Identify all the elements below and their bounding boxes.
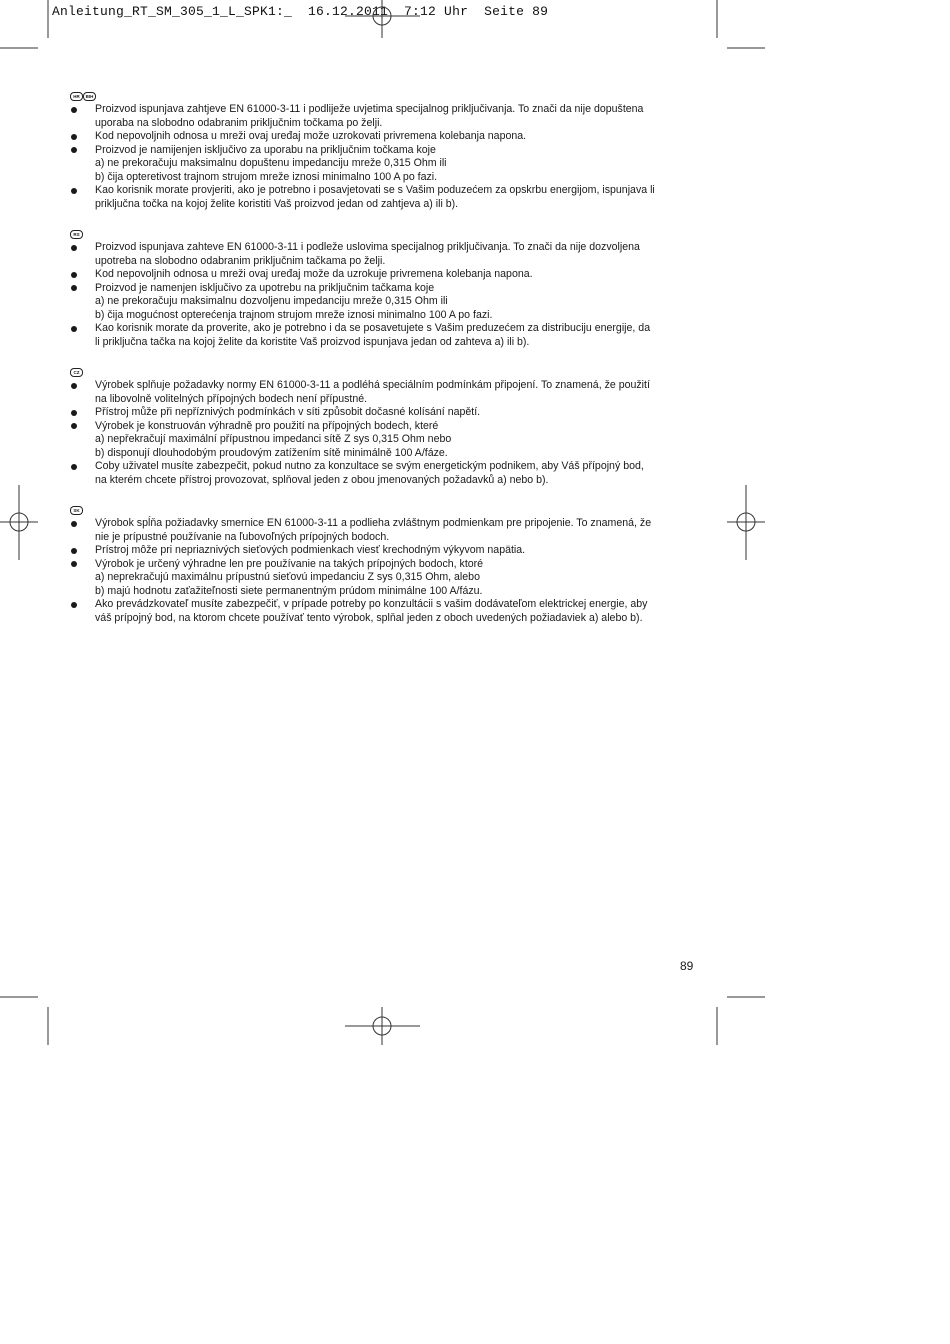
bullet-dot-icon	[71, 602, 77, 608]
bullet-text-line: a) ne prekoračuju maksimalnu dozvoljenu impedanciju mreže 0,315 Ohm ili	[95, 295, 448, 307]
bullet-dot-icon	[71, 188, 77, 194]
registration-mark-left	[0, 485, 38, 560]
country-badges	[70, 368, 700, 378]
bullet-text-line: upotreba na slobodno odabranim priključnim tačkama po želji.	[95, 254, 386, 267]
language-section	[70, 506, 700, 625]
bullet-dot-icon	[71, 107, 77, 113]
bullet-text-line: a) neprekračujú maximálnu prípustnú sieťovú impedanciu Z sys 0,315 Ohm, alebo	[95, 571, 480, 583]
country-code-badge: SK	[70, 506, 83, 515]
bullet-dot-icon	[71, 423, 77, 429]
country-code-badge: BIH	[83, 92, 96, 101]
bullet-text-line: b) disponují dlouhodobým proudovým zatížením sítě minimálně 100 A/fáze.	[95, 446, 448, 459]
bullet-dot-icon	[71, 561, 77, 567]
bullet-item	[70, 406, 700, 420]
bullet-text-line: váš prípojný bod, na ktorom chcete používať tento výrobok, splňal jeden z oboch uvedených požiadaviek a) alebo b).	[95, 611, 643, 624]
bullet-text-line: b) čija opteretivost trajnom strujom mreže iznosi minimalno 100 A po fazi.	[95, 170, 438, 183]
bullet-item	[70, 184, 700, 211]
bullet-dot-icon	[71, 285, 77, 291]
bullet-dot-icon	[71, 464, 77, 470]
country-badges	[70, 506, 700, 516]
bullet-text-line: a) nepřekračují maximální přípustnou impedanci sítě Z sys 0,315 Ohm nebo	[95, 433, 452, 445]
country-code-badge: RS	[70, 230, 83, 239]
registration-mark-right	[727, 485, 765, 560]
bullet-text-line: na kterém chcete přístroj provozovat, splňoval jeden z obou jmenovaných požadavků a) nebo b).	[95, 473, 549, 486]
bullet-text-line: Prístroj môže pri nepriaznivých sieťových podmienkach viesť krechodným výkyvom napätia.	[95, 544, 526, 556]
bullet-text-line: Kao korisnik morate provjeriti, ako je potrebno i posavjetovati se s Vašim poduzećem za opskrbu energijom, ispunjava li	[95, 184, 655, 196]
bullet-text-line: Výrobok spĺňa požiadavky smernice EN 61000-3-11 a podlieha zvláštnym podmienkam pre pripojenie. To znamená, že	[95, 517, 652, 529]
bullet-item	[70, 544, 700, 558]
bullet-dot-icon	[71, 383, 77, 389]
bullet-item	[70, 282, 700, 323]
bullet-item	[70, 517, 700, 544]
bullet-dot-icon	[71, 134, 77, 140]
bullet-text-line: a) ne prekoračuju maksimalnu dopuštenu impedanciju mreže 0,315 Ohm ili	[95, 157, 447, 169]
bullet-text-line: Výrobok je určený výhradne len pre používanie na takých prípojných bodoch, ktoré	[95, 557, 484, 570]
language-section	[70, 230, 700, 349]
bullet-text-line: Kod nepovoljnih odnosa u mreži ovaj uređaj može da uzrokuje privremena kolebanja napona.	[95, 268, 533, 280]
bullet-item	[70, 460, 700, 487]
bullet-dot-icon	[71, 245, 77, 251]
bullet-text-line: Proizvod ispunjava zahtjeve EN 61000-3-11 i podliježe uvjetima specijalnog priključivanja. To znači da nije dopuštena	[95, 103, 644, 115]
bullet-dot-icon	[71, 147, 77, 153]
country-code-badge: HR	[70, 92, 83, 101]
bullet-dot-icon	[71, 548, 77, 554]
page-number: 89	[680, 959, 694, 973]
bullet-text-line: nie je prípustné používanie na ľubovoľných prípojných bodoch.	[95, 530, 390, 543]
bullet-text-line: Proizvod je namijenjen isključivo za uporabu na priključnim točkama koje	[95, 143, 436, 156]
bullet-text-line: priključna točka na kojoj želite koristiti Vaš proizvod jedan od zahtjeva a) ili b).	[95, 197, 459, 210]
registration-mark-top	[345, 0, 420, 38]
bullet-dot-icon	[71, 410, 77, 416]
bullet-text-line: Proizvod je namenjen isključivo za upotrebu na priključnim tačkama koje	[95, 281, 435, 294]
bullet-text-line: Proizvod ispunjava zahteve EN 61000-3-11 i podleže uslovima specijalnog priključivanja. To znači da nije dozvoljena	[95, 241, 640, 253]
country-code-badge: CZ	[70, 368, 83, 377]
bullet-item	[70, 144, 700, 185]
country-badges	[70, 230, 700, 240]
bullet-text-line: Přístroj může při nepříznivých podmínkách v síti způsobit dočasné kolísání napětí.	[95, 406, 481, 418]
bullet-text-line: b) čija mogućnost opterećenja trajnom strujom mreže iznosi minimalno 100 A po fazi.	[95, 308, 493, 321]
bullet-dot-icon	[71, 326, 77, 332]
bullet-text-line: na libovolně volitelných přípojných bodech není přípustné.	[95, 392, 368, 405]
bullet-item	[70, 420, 700, 461]
bullet-text-line: Coby uživatel musíte zabezpečit, pokud nutno za konzultace se svým energetickým podnikem, aby Váš přípojný bod,	[95, 460, 644, 472]
country-badges	[70, 92, 700, 102]
bullet-text-line: b) majú hodnotu zaťažiteľnosti siete permanentným prúdom minimálne 100 A/fázu.	[95, 584, 483, 597]
document-body	[70, 92, 700, 644]
language-section	[70, 368, 700, 487]
bullet-text-line: Ako prevádzkovateľ musíte zabezpečiť, v prípade potreby po konzultácii s vašim dodávateľom elektrickej energie, aby	[95, 598, 648, 610]
bullet-item	[70, 598, 700, 625]
bullet-text-line: Kod nepovoljnih odnosa u mreži ovaj uređaj može uzrokovati privremena kolebanja napona.	[95, 130, 527, 142]
bullet-dot-icon	[71, 521, 77, 527]
bullet-item	[70, 558, 700, 599]
bullet-text-line: Výrobek splňuje požadavky normy EN 61000-3-11 a podléhá speciálním podmínkám připojení. To znamená, že použití	[95, 379, 650, 391]
bullet-item	[70, 130, 700, 144]
bullet-item	[70, 268, 700, 282]
language-section	[70, 92, 700, 211]
bullet-item	[70, 379, 700, 406]
bullet-text-line: Kao korisnik morate da proverite, ako je potrebno i da se posavetujete s Vašim preduzećem za distribuciju energije, da	[95, 322, 651, 334]
bullet-dot-icon	[71, 272, 77, 278]
print-header: Anleitung_RT_SM_305_1_L_SPK1:_ 16.12.2011 7:12 Uhr Seite 89	[52, 4, 549, 19]
bullet-item	[70, 103, 700, 130]
registration-mark-bottom	[345, 1007, 420, 1045]
bullet-text-line: uporaba na slobodno odabranim priključnim točkama po želji.	[95, 116, 383, 129]
bullet-text-line: li priključna tačka na kojoj želite da koristite Vaš proizvod ispunjava jedan od zahteva a) ili b).	[95, 335, 530, 348]
bullet-item	[70, 322, 700, 349]
bullet-text-line: Výrobek je konstruován výhradně pro použití na přípojných bodech, které	[95, 419, 439, 432]
bullet-item	[70, 241, 700, 268]
